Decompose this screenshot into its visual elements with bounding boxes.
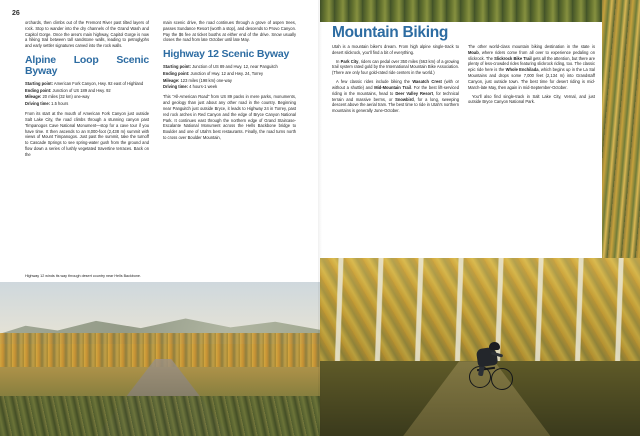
mb-moab-paragraph (468, 44, 595, 91)
alpine-mileage-label: Mileage: (25, 94, 42, 100)
mb-moab-bold: Moab (468, 49, 479, 55)
mb-moab-g: , which begins up in the La Sal Mountains and drops some 7,000 feet (2,134 m) into Grandstaff Canyon, just outside town. The best time for desert riding is mid-March-late May, then again in mid-September-October. (468, 67, 595, 90)
left-column-two (163, 20, 296, 144)
hwy12-mileage (163, 78, 296, 84)
mb-rides-c: (with or without a shuttle) and (332, 79, 460, 90)
mb-moab-a: The other world-class mountain biking destination in the state is (468, 44, 595, 49)
alpine-starting-point-value: American Fork Canyon, Hwy. 92 east of Highland (52, 81, 144, 87)
alpine-ending-point-label: Ending point: (25, 87, 52, 93)
alpine-loop-heading: Alpine Loop Scenic Byway (25, 54, 149, 78)
alpine-loop-meta (25, 81, 149, 107)
highway-12-desert-photo (0, 282, 320, 436)
hwy12-mileage-value: 123 miles (198 km) one-way (179, 77, 232, 83)
mb-deer-valley-resort: Deer Valley Resort (395, 90, 433, 96)
alpine-driving-time-value: 1.5 hours (50, 101, 69, 107)
mb-wasatch-crest: Wasatch Crest (412, 79, 442, 85)
mb-mid-mountain-trail: Mid-Mountain Trail (374, 84, 411, 90)
biker-rider (467, 340, 513, 394)
mb-other-singletrack-paragraph: You'll also find single-track in Salt Lake City, Vernal, and just outside Bryce Canyon National Park. (468, 93, 595, 105)
mb-rides-e: , for technical terrain and massive berms, or (332, 90, 459, 102)
mb-moab-e: gets all the attention, but there are plenty of less-crowded rides featuring slickrock riding, too. The classic epic ride here is the (468, 55, 595, 73)
hwy12-ending-point (163, 71, 296, 77)
alpine-ending-point (25, 88, 149, 94)
hwy12-mileage-label: Mileage: (163, 77, 180, 83)
aspen-canyon-strip-photo (602, 0, 640, 258)
alpine-ending-point-value: Junction of US 189 and Hwy. 92 (51, 87, 111, 93)
alpine-mileage (25, 94, 149, 100)
photo-caption-left: Highway 12 winds its way through desert country near Hells Backbone. (25, 274, 142, 278)
mb-whole-enchilada: Whole Enchilada (505, 67, 539, 73)
bike-front-wheel (491, 368, 513, 390)
mb-park-city-lead: In (336, 58, 341, 64)
rider-helmet (489, 342, 500, 350)
hwy12-driving-time (163, 84, 296, 90)
banner-trees (320, 0, 640, 22)
highway-12-meta (163, 64, 296, 90)
hwy12-driving-time-label: Driving time: (163, 84, 189, 90)
page-number-left: 26 (12, 10, 20, 17)
hwy12-ending-point-label: Ending point: (163, 70, 190, 76)
hwy12-starting-point-value: Junction of US 89 and Hwy. 12, near Panguitch (190, 64, 278, 70)
alpine-mileage-value: 20 miles (32 km) one-way (41, 94, 90, 100)
left-column-one (25, 20, 149, 161)
mountain-biker-photo (320, 258, 640, 436)
hwy12-starting-point-label: Starting point: (163, 64, 191, 70)
alpine-starting-point-label: Starting point: (25, 81, 53, 87)
mb-rides-a: A few classic rides include biking the (336, 79, 413, 85)
mb-slickrock-bike-trail: Slickrock Bike Trail (494, 55, 532, 61)
alpine-starting-point (25, 81, 149, 87)
mb-park-city-paragraph (332, 59, 459, 76)
right-column-two (468, 44, 595, 108)
mb-rides-d: . For the best lift-serviced riding in the mountains, head to (332, 84, 459, 96)
mountain-biking-title: Mountain Biking (332, 24, 449, 41)
mb-moab-c: , where riders come from all over to experience pedaling on slickrock. The (468, 49, 595, 61)
mb-classic-rides-paragraph (332, 79, 459, 114)
hwy12-driving-time-value: 4 hours-1 week (188, 84, 218, 90)
col1-intro-paragraph: orchards, then climbs out of the Fremont River past tilted layers of rock. Stop to wander into the dry channels of the Grand Wash and Capitol Gorge. Once the area's main highway, Capitol Gorge is now a hiking trail between tall sandstone walls, leading to petroglyphs and early settler signatures carved into the rock walls. (25, 20, 149, 49)
mb-park-city-bold: Park City (340, 58, 359, 64)
page-gutter (318, 0, 322, 436)
alpine-driving-time-label: Driving time: (25, 101, 51, 107)
hwy12-ending-point-value: Junction of Hwy. 12 and Hwy. 24, Torrey (189, 70, 264, 76)
col2-intro-paragraph: main scenic drive, the road continues through a grove of aspen trees, passes Sundance Resort (worth a stop), and descends to Provo Canyon. Pay the $6 fee at ticket booths at either end of the drive. Snow usually closes the road from late October until late May. (163, 20, 296, 43)
mb-snowbird: Snowbird (395, 96, 414, 102)
strip-aspens (602, 0, 640, 258)
alpine-loop-body: From its start at the mouth of American Fork Canyon just outside Salt Lake City, the road climbs through a stunning canyon past Timpanogos Cave National Monument—stop for a cave tour if you have time. It then ascends to an 8,000-foot (2,438 m) summit with views of Mount Timpanogos. Just past the summit, take the turnoff to Cascade Springs to see spring-water gush from the ground and flow down a series of lushly vegetated travertine terraces. Back on the (25, 111, 149, 157)
hwy12-starting-point (163, 64, 296, 70)
mb-intro-paragraph: Utah is a mountain biker's dream. From high alpine single-track to desert slickrock, you'll find a bit of everything. (332, 44, 459, 55)
alpine-driving-time (25, 101, 149, 107)
photo-foreground-brush (0, 396, 320, 436)
mb-rides-f: , for a long, sweeping descent above the aerial tram. The best time to ride in Utah's northern mountains is generally June-October. (332, 96, 459, 114)
highway-12-body: This "All-American Road" from US 89 packs in mere parks, monuments, and geology than just about any other road in the country. Beginning near Panguitch just outside Bryce, it leads to Highway 24 in Torrey, past red rock arches in Red Canyon and the edge of Bryce Canyon National Park. It continues east through the northern edge of Grand Staircase-Escalante National Monument across the Hells Backbone bridge to Boulder and one of Utah's best restaurants. Finally, the road turns north to cross over Boulder Mountain, (163, 94, 296, 141)
mb-park-city-rest: , riders can pedal over 350 miles (563 km) of a growing trail system rated gold by the International Mountain Bike Association. (There are only four gold-rated ride centers in the world.) (332, 58, 460, 76)
right-column-one (332, 44, 459, 117)
forest-banner-photo (320, 0, 640, 22)
highway-12-heading: Highway 12 Scenic Byway (163, 48, 290, 61)
